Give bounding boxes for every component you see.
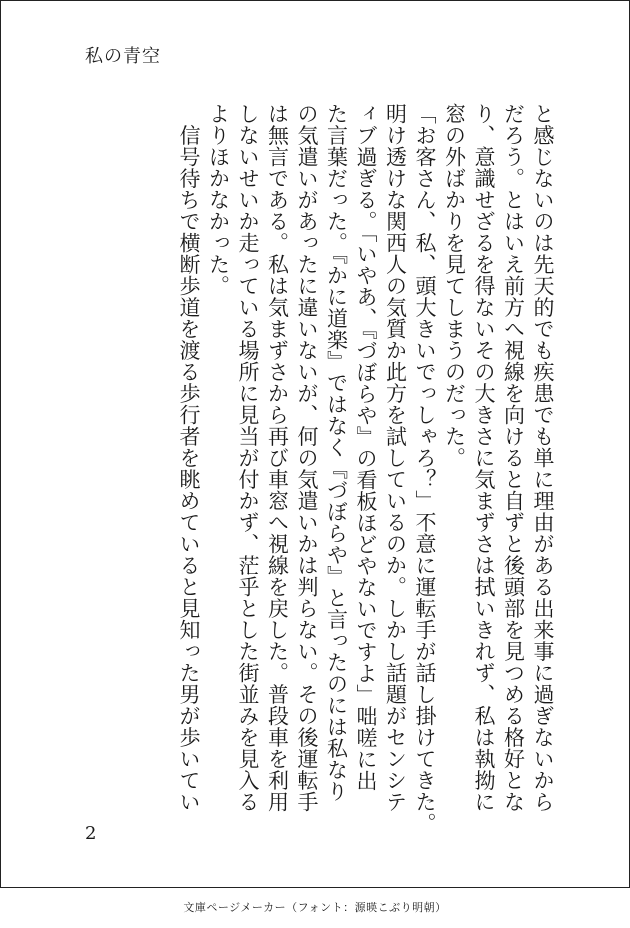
text-column: 明け透けな関西人の気質か此方を試しているのか。しかし話題がセンシテ bbox=[383, 103, 408, 813]
vertical-body-text bbox=[174, 103, 558, 834]
text-column: た言葉だった。『かに道楽』ではなく『づぼらや』と言ったのには私なり bbox=[324, 103, 349, 802]
text-column: 窓の外ばかりを見てしまうのだった。 bbox=[442, 103, 467, 469]
text-column: しないせいか走っている場所に見当が付かず、茫乎とした街並みを見入る bbox=[236, 103, 260, 813]
text-column: 信号待ちで横断歩道を渡る歩行者を眺めていると見知った男が歩いてい bbox=[177, 103, 201, 813]
text-column: は無言である。私は気まずさから再び車窓へ視線を戻した。普段車を利用 bbox=[265, 103, 290, 813]
text-column: だろう。とはいえ前方へ視線を向けると自ずと後頭部を見つめる格好とな bbox=[501, 103, 526, 813]
page-number: 2 bbox=[85, 823, 97, 844]
text-column: り、意識せざるを得ないその大きさに気まずさは拭いきれず、私は執拗に bbox=[472, 103, 496, 813]
text-column: と感じないのは先天的でも疾患でも単に理由がある出来事に過ぎないから bbox=[531, 103, 555, 813]
text-column: ィブ過ぎる。「いやあ、『づぼらや』の看板ほどやないですよ」咄嗟に出 bbox=[354, 103, 378, 792]
running-header-title: 私の青空 bbox=[85, 46, 161, 67]
footer-caption: 文庫ページメーカー（フォント：源暎こぶり明朝） bbox=[183, 901, 447, 914]
text-column: 「お客さん、私、頭大きいでっしゃろ？」不意に運転手が話し掛けてきた。 bbox=[413, 103, 437, 834]
text-column: よりほかなかった。 bbox=[206, 103, 231, 297]
text-column: の気遣いがあったに違いないが、何の気遣いかは判らない。その後運転手 bbox=[295, 103, 319, 813]
